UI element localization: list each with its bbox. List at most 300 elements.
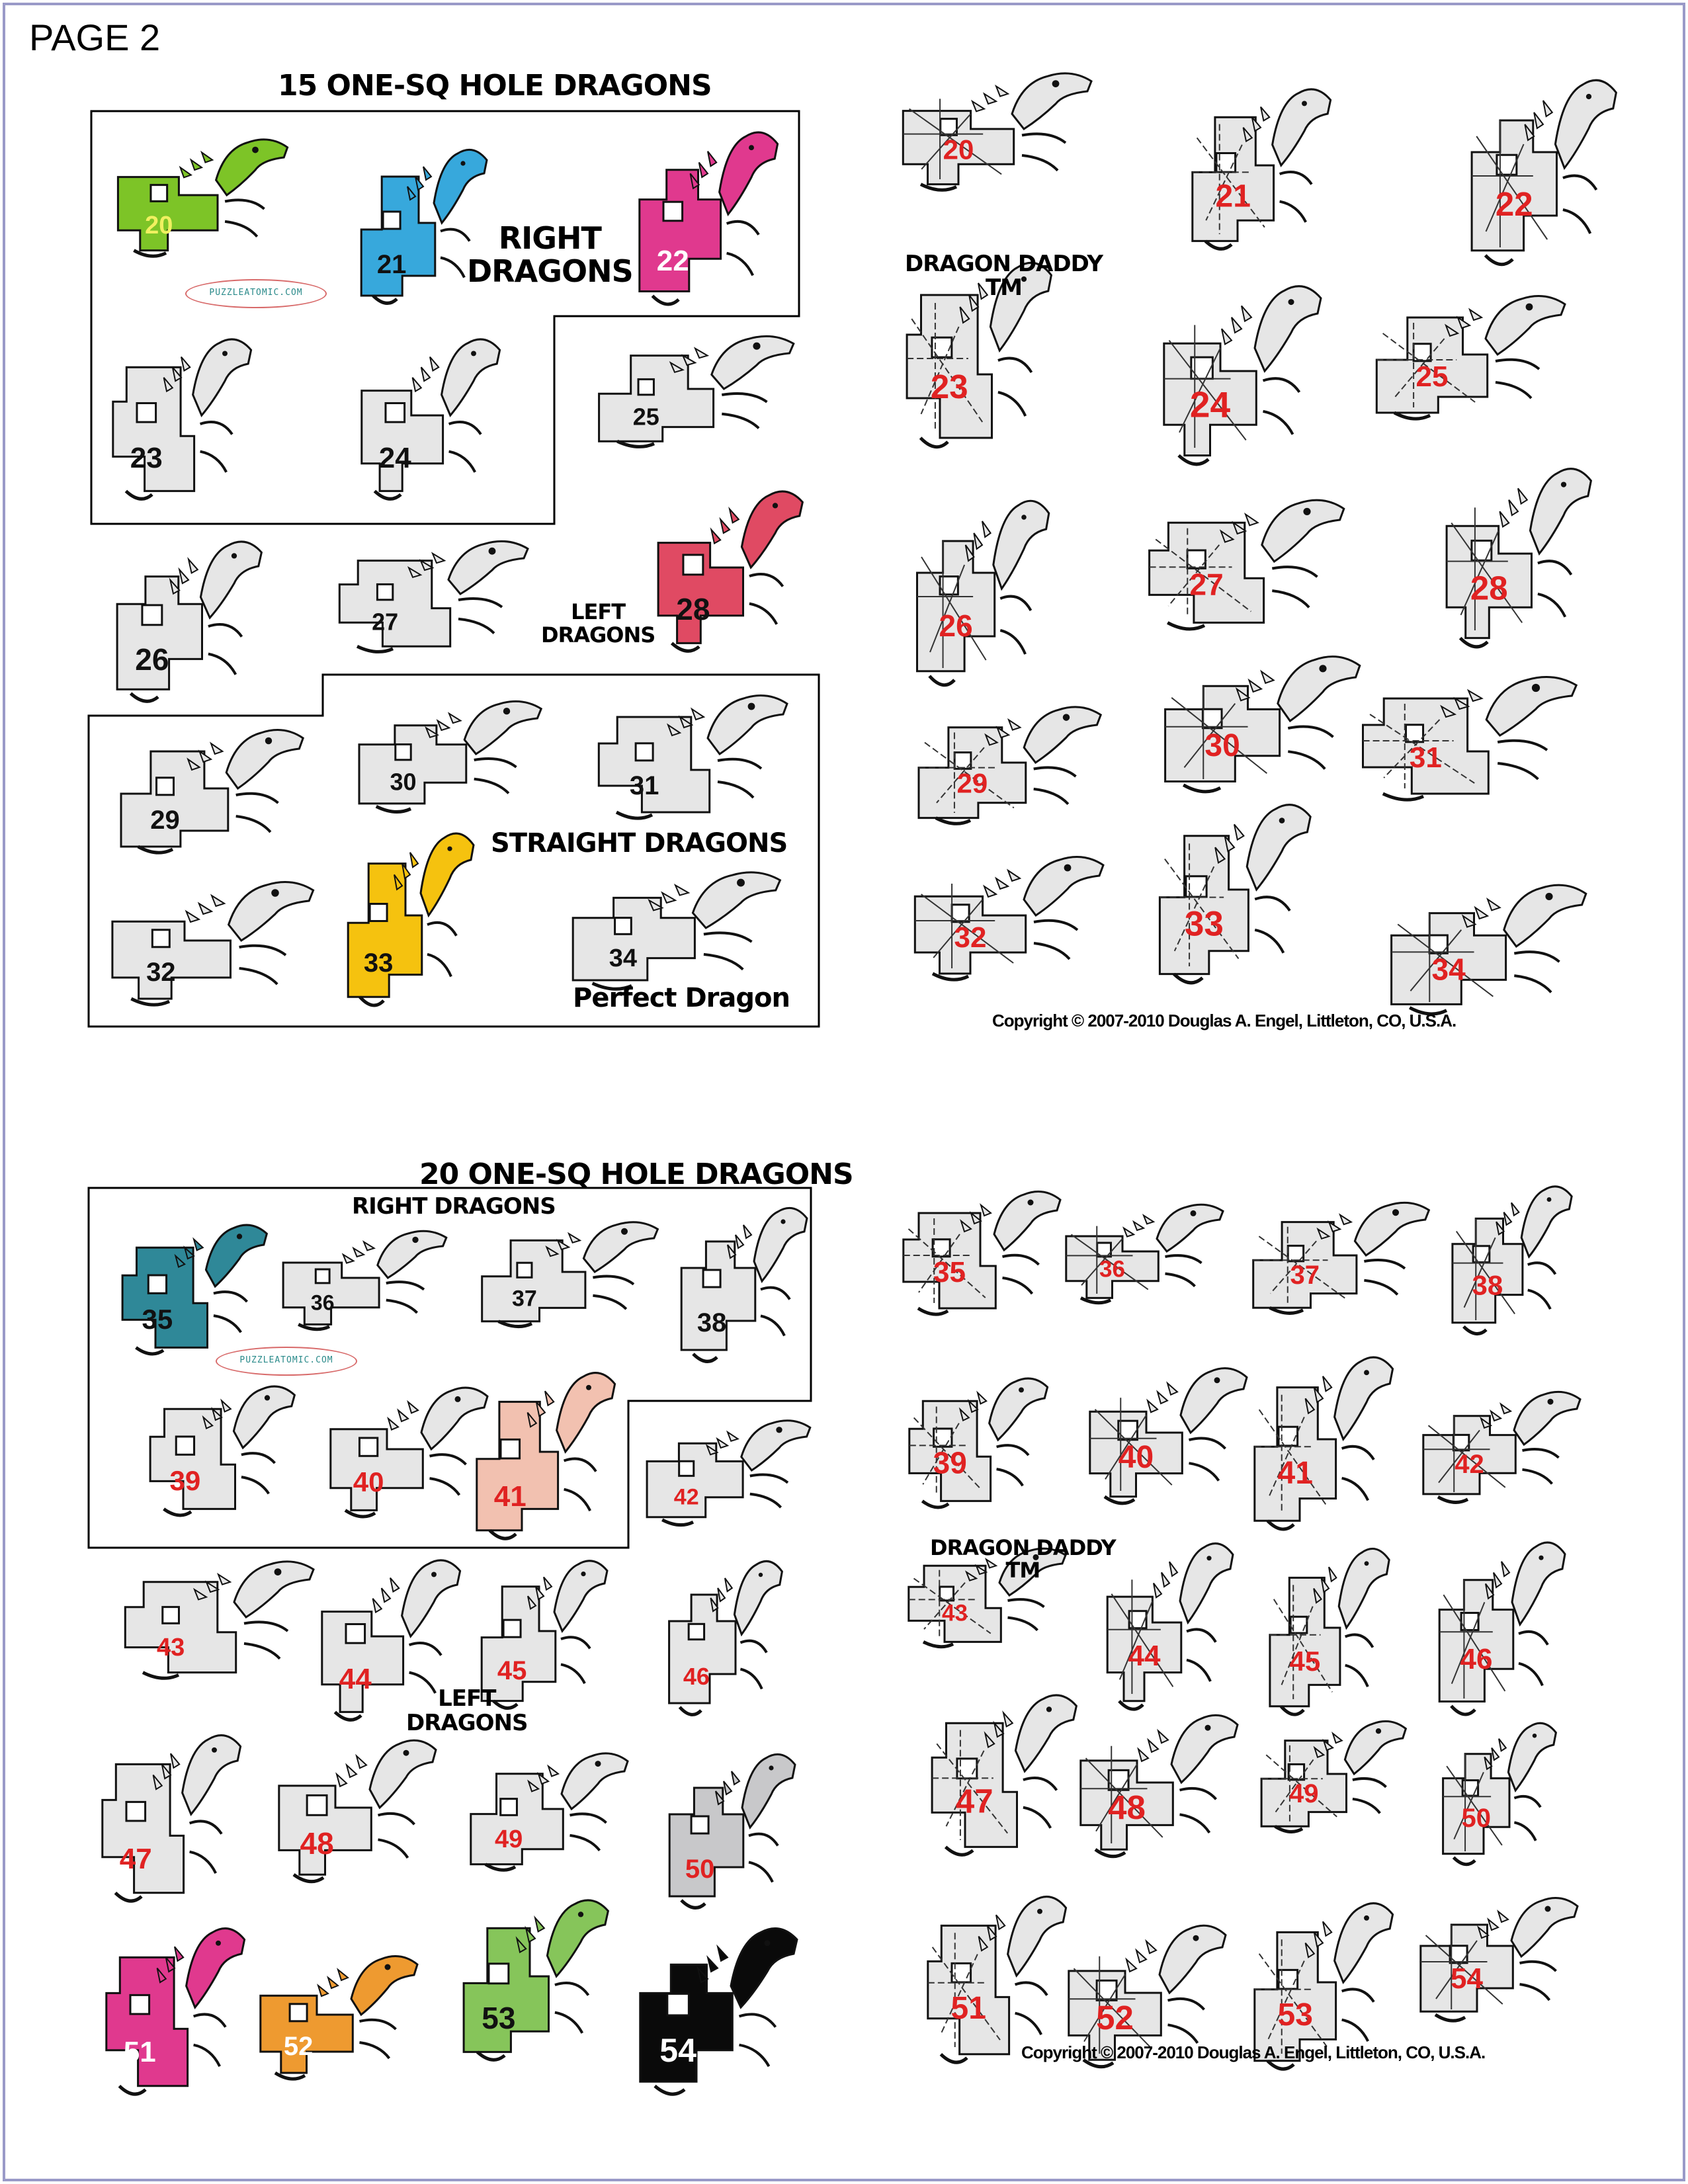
dragon-number: 41 [493, 1480, 527, 1513]
dragon-number: 51 [123, 2036, 156, 2069]
dragon-leg [1022, 155, 1058, 171]
puzzle-dragon [471, 1753, 628, 1870]
solution-dragon [1107, 1544, 1233, 1710]
solution-number: 35 [933, 1256, 966, 1288]
dragon-head [1345, 1721, 1406, 1774]
dragon-head [229, 882, 314, 941]
dragon-head [742, 1754, 795, 1827]
dragon-head [712, 336, 794, 389]
square-hole [667, 1994, 689, 2015]
dragon-head [226, 730, 303, 789]
dragon-tail [929, 676, 954, 685]
dragon-eye [431, 1572, 437, 1577]
dragon-number: 24 [378, 442, 411, 475]
dragon-leg [1364, 1260, 1405, 1269]
dragon-leg [564, 1458, 596, 1471]
dragon-leg [1189, 1438, 1226, 1449]
dragon-spike [1488, 1919, 1498, 1930]
dragon-tail [119, 2086, 146, 2094]
dragon-leg [1342, 1989, 1374, 2001]
dragon-spike [1498, 1911, 1508, 1922]
solution-dragon [1066, 1204, 1223, 1303]
square-hole [663, 202, 683, 221]
dragon-head [720, 132, 778, 214]
dragon-leg [1187, 1629, 1216, 1642]
dragon-spike [730, 509, 739, 523]
dragon-leg [1168, 2025, 1198, 2043]
dragon-spike [675, 885, 689, 895]
dragon-eye [237, 1234, 242, 1239]
square-hole [346, 1624, 365, 1644]
dragon-spike [1148, 1401, 1158, 1413]
solution-number: 47 [955, 1782, 993, 1820]
dragon-head [464, 701, 541, 754]
solution-dragon [919, 707, 1101, 823]
dragon-head [693, 872, 780, 928]
dragon-leg [244, 1644, 280, 1659]
dragon-eye [1063, 714, 1070, 720]
dragon-leg [200, 422, 232, 435]
dragon-spike [388, 1419, 398, 1430]
dragon-number: 27 [372, 608, 399, 636]
dragon-head [1255, 286, 1321, 371]
dragon-tail [374, 491, 401, 499]
dragon-spike [1470, 310, 1482, 320]
dragon-eye [748, 703, 755, 710]
dragon-number: 49 [494, 1825, 523, 1853]
dragon-spike [357, 1756, 366, 1768]
solution-dragon [1090, 1368, 1247, 1503]
dragon-tail [131, 693, 158, 701]
dragon-spike [338, 1970, 348, 1980]
dragon-head [1335, 1357, 1393, 1439]
dragon-number: 25 [632, 403, 659, 431]
dragon-head [734, 1561, 782, 1634]
dragon-spike [1475, 907, 1488, 919]
dragon-head [193, 339, 251, 415]
dragon-head [1508, 1723, 1556, 1790]
dragon-eye [1319, 665, 1326, 672]
puzzle-dragon [331, 1388, 487, 1517]
square-hole [176, 1437, 194, 1454]
dragon-spike [449, 714, 460, 723]
dragon-leg [1520, 1962, 1556, 1971]
solution-dragon [1453, 1187, 1572, 1334]
bottom-dragon-daddy-label: DRAGON DADDY TM [930, 1534, 1116, 1583]
solution-dragon [909, 1378, 1048, 1507]
dragon-spike [978, 1393, 986, 1404]
dragon-spike [1003, 1713, 1013, 1727]
dragon-spike [175, 1947, 183, 1961]
dragon-spike [1491, 1411, 1501, 1421]
solution-dragon [903, 73, 1091, 190]
dragon-number: 26 [135, 642, 169, 677]
dragon-spike [343, 1255, 354, 1263]
dragon-leg [593, 1277, 634, 1284]
solution-dragon [1255, 1357, 1393, 1529]
dragon-leg [749, 1863, 773, 1882]
dragon-leg [1528, 1263, 1556, 1274]
dragon-eye [1586, 94, 1591, 99]
dragon-eye [586, 1385, 591, 1390]
solution-number: 29 [956, 767, 988, 799]
dragon-body [907, 295, 992, 438]
dragon-spike [1234, 824, 1244, 839]
dragon-leg [740, 1641, 767, 1653]
dragon-eye [252, 147, 259, 153]
dragon-eye [460, 161, 465, 165]
solution-dragon [1253, 1202, 1429, 1313]
dragon-head [1530, 469, 1591, 554]
square-hole [703, 1270, 720, 1287]
square-hole [383, 212, 400, 229]
solution-number: 36 [1099, 1256, 1125, 1282]
dragon-leg [1180, 1814, 1210, 1833]
puzzle-dragon [121, 730, 303, 853]
dragon-eye [1288, 299, 1294, 305]
dragon-tail [373, 296, 397, 303]
solution-dragon [1270, 1549, 1389, 1715]
solution-number: 34 [1431, 952, 1466, 987]
dragon-leg [1528, 1290, 1550, 1309]
dragon-spike [711, 530, 720, 544]
solution-number: 54 [1451, 1962, 1483, 1995]
dragon-leg [1563, 176, 1597, 190]
solution-number: 42 [1455, 1450, 1484, 1480]
bottom-right-dragons-label: RIGHT DRAGONS [352, 1193, 556, 1220]
dragon-number: 40 [353, 1466, 384, 1497]
dragon-spike [695, 349, 708, 358]
dragon-spike [708, 1957, 718, 1972]
dragon-leg [1015, 2013, 1042, 2035]
dragon-number: 50 [685, 1855, 715, 1884]
dragon-spike [328, 1978, 338, 1988]
dragon-leg [761, 1316, 784, 1336]
dragon-spike [1136, 1951, 1146, 1962]
dragon-eye [581, 1572, 585, 1576]
square-hole [163, 1607, 179, 1624]
dragon-leg [1519, 1663, 1542, 1686]
dragon-leg [1514, 952, 1559, 962]
dragon-leg [208, 654, 235, 675]
dragon-eye [1019, 1387, 1024, 1392]
dragon-spike [1169, 1562, 1177, 1576]
dragon-eye [1214, 1377, 1220, 1383]
dragon-head [402, 1560, 460, 1636]
dragon-leg [1165, 1274, 1195, 1286]
dragon-head [1514, 1392, 1580, 1445]
dragon-eye [1533, 1734, 1537, 1738]
dragon-spike [974, 533, 982, 549]
dragon-leg [1288, 751, 1325, 769]
dragon-spike [179, 569, 189, 583]
dragon-eye [503, 708, 510, 714]
dragon-spike [720, 519, 730, 533]
dragon-spike [1134, 1222, 1144, 1230]
dragon-leg [1023, 1778, 1057, 1790]
dragon-leg [1353, 1779, 1386, 1787]
dragon-leg [1263, 378, 1300, 392]
dragon-spike [972, 101, 984, 111]
solution-dragon [917, 501, 1049, 685]
dragon-leg [236, 816, 271, 832]
top-dragon-daddy-label: DRAGON DADDY TM [905, 250, 1103, 302]
square-hole [683, 555, 703, 575]
dragon-spike [1501, 1404, 1511, 1413]
dragon-spike [1340, 1215, 1351, 1224]
dragon-leg [1263, 411, 1293, 435]
dragon-leg [427, 923, 456, 936]
dragon-spike [1158, 1731, 1168, 1743]
dragon-spike [544, 1577, 552, 1589]
dragon-leg [1280, 172, 1312, 185]
puzzle-dragon [113, 339, 251, 499]
dragon-head [990, 1378, 1048, 1440]
dragon-leg [561, 1664, 585, 1683]
dragon-spike [1499, 511, 1509, 526]
dragon-leg [570, 1835, 600, 1851]
solution-number: 23 [930, 368, 968, 405]
dragon-spike [438, 721, 449, 730]
dragon-head [741, 491, 802, 567]
dragon-leg [1498, 763, 1538, 779]
solution-number: 37 [1290, 1261, 1320, 1290]
dragon-number: 48 [300, 1826, 334, 1861]
dragon-tail [360, 997, 384, 1005]
dragon-spike [398, 1410, 408, 1421]
puzzle-dragon [359, 701, 541, 812]
dragon-leg [750, 1494, 781, 1507]
dragon-spike [318, 1986, 328, 1996]
dragon-tail [1454, 1857, 1475, 1865]
dragon-spike [569, 1234, 580, 1243]
dragon-spike [1148, 1740, 1158, 1752]
dragon-spike [1242, 306, 1251, 321]
dragon-head [708, 696, 787, 755]
square-hole [386, 403, 405, 423]
puzzle-dragon [106, 1929, 245, 2095]
dragon-eye [753, 343, 760, 350]
dragon-head [200, 542, 261, 618]
dragon-leg [1514, 1822, 1535, 1841]
top-right-dragons-label: RIGHT DRAGONS [467, 220, 633, 289]
dragon-leg [208, 624, 242, 637]
dragon-tail [1105, 1497, 1134, 1503]
dragon-head [1555, 80, 1616, 168]
dragon-eye [1547, 1197, 1552, 1202]
dragon-number: 36 [310, 1290, 335, 1315]
dragon-head [1512, 1542, 1565, 1624]
dragon-spike [1009, 720, 1020, 730]
dragon-tail [680, 1707, 701, 1714]
solution-dragon [1165, 657, 1360, 792]
dragon-eye [1539, 1556, 1543, 1560]
dragon-spike [1492, 1748, 1499, 1760]
square-hole [142, 605, 162, 625]
dragon-number: 44 [339, 1663, 372, 1696]
top-section-title: 15 ONE-SQ HOLE DRAGONS [278, 69, 712, 103]
solution-number: 22 [1495, 185, 1533, 223]
dragon-spike [199, 903, 212, 914]
dragon-head [1504, 885, 1586, 946]
dragon-number: 28 [676, 592, 710, 627]
dragon-leg [241, 1453, 275, 1463]
dragon-head [421, 833, 474, 915]
dragon-spike [984, 94, 996, 104]
dragon-number: 29 [150, 805, 180, 835]
dragon-leg [1520, 1984, 1550, 2000]
dragon-head [554, 1561, 607, 1631]
square-hole [290, 2004, 307, 2021]
square-hole [126, 1802, 146, 1821]
dragon-spike [984, 886, 996, 897]
solution-dragon [904, 1192, 1060, 1315]
dragon-spike [390, 1578, 399, 1592]
solution-dragon [932, 1695, 1076, 1855]
dragon-head [741, 1421, 810, 1470]
dragon-leg [225, 200, 264, 209]
dragon-tail [681, 1900, 705, 1908]
puzzle-dragon [279, 1740, 436, 1881]
dragon-spike [1504, 1212, 1511, 1225]
dragon-spike [1261, 107, 1269, 121]
solution-number: 51 [950, 1990, 986, 2026]
dragon-tail [115, 1893, 142, 1901]
dragon-head [994, 1192, 1060, 1251]
square-hole [615, 918, 632, 935]
dragon-number: 32 [146, 957, 176, 987]
dragon-tail [1486, 255, 1513, 265]
dragon-tail [1451, 1706, 1475, 1714]
dragon-spike [1494, 1573, 1501, 1587]
dragon-eye [265, 737, 272, 744]
dragon-head [1012, 73, 1091, 129]
dragon-spike [189, 560, 198, 573]
dragon-spike [1261, 671, 1274, 683]
dragon-leg [1015, 1982, 1047, 1995]
dragon-head [1273, 89, 1331, 165]
dragon-leg [564, 1490, 591, 1511]
dragon-spike [1501, 1562, 1509, 1576]
straight-dragons-label: STRAIGHT DRAGONS [491, 828, 788, 859]
puzzle-dragon [348, 833, 474, 1005]
dragon-eye [737, 879, 745, 887]
dragon-leg [1168, 1999, 1204, 2009]
solution-number: 21 [1215, 179, 1251, 214]
dragon-tail [672, 643, 699, 651]
dragon-leg [194, 2045, 220, 2066]
dragon-leg [236, 794, 278, 803]
dragon-tail [1179, 456, 1208, 464]
dragon-leg [458, 599, 502, 607]
dragon-leg [1272, 567, 1317, 577]
dragon-spike [692, 709, 704, 720]
square-hole [1288, 1764, 1304, 1779]
dragon-leg [458, 619, 494, 634]
dragon-leg [593, 1296, 626, 1309]
dragon-spike [382, 1588, 390, 1602]
dragon-head [1262, 500, 1344, 562]
dragon-head [233, 1386, 294, 1448]
dragon-spike [1126, 1959, 1136, 1971]
dragon-head [1511, 1898, 1578, 1957]
dragon-number: 46 [683, 1663, 710, 1690]
square-hole [151, 185, 167, 202]
puzzle-dragon [669, 1754, 795, 1908]
dragon-leg [740, 1669, 761, 1689]
dragon-leg [718, 782, 753, 798]
dragon-leg [1255, 897, 1290, 911]
dragon-spike [191, 160, 202, 170]
dragon-number: 42 [673, 1484, 699, 1510]
solution-dragon [1261, 1721, 1406, 1831]
solution-number: 28 [1470, 569, 1508, 607]
dragon-head [1339, 1549, 1389, 1628]
dragon-leg [1288, 726, 1333, 737]
dragon-tail [1438, 1497, 1468, 1502]
dragon-number: 21 [376, 250, 407, 279]
dragon-leg [1034, 943, 1070, 959]
dragon-head [351, 1956, 417, 2015]
dragon-head [183, 1736, 241, 1814]
dragon-leg [1008, 1599, 1044, 1607]
dragon-number: 34 [609, 944, 638, 972]
dragon-leg [750, 1475, 788, 1483]
dragon-tail [1464, 1327, 1486, 1334]
dragon-eye [1392, 1209, 1399, 1216]
dragon-spike [1499, 1739, 1506, 1751]
puzzle-dragon [150, 1386, 294, 1515]
puzzle-dragon [681, 1208, 807, 1361]
dragon-spike [548, 1766, 558, 1776]
bottom-copyright: Copyright © 2007-2010 Douglas A. Engel, Littleton, CO, U.S.A. [1021, 2042, 1486, 2062]
square-hole [691, 1816, 708, 1833]
dragon-leg [200, 452, 227, 472]
dragon-number: 35 [142, 1303, 173, 1335]
dragon-eye [222, 351, 228, 356]
dragon-eye [1302, 101, 1307, 106]
dragon-spike [373, 1599, 382, 1613]
solution-dragon [1376, 296, 1565, 419]
dragon-spike [996, 878, 1008, 889]
dragon-spike [212, 896, 224, 906]
dragon-leg [1523, 1449, 1559, 1458]
dragon-eye [1064, 864, 1072, 872]
dragon-eye [271, 889, 279, 897]
dragon-leg [1180, 1788, 1216, 1799]
dragon-head [1486, 677, 1576, 736]
dragon-leg [1364, 1281, 1397, 1295]
dragon-head [1008, 1897, 1066, 1976]
dragon-spike [202, 152, 212, 162]
dragon-spike [982, 521, 991, 537]
dragon-eye [1193, 1935, 1199, 1941]
dragon-head [1486, 296, 1565, 355]
perfect-dragon-label: Perfect Dragon [573, 983, 790, 1013]
dragon-leg [998, 392, 1025, 416]
dragon-spike [996, 86, 1008, 96]
dragon-leg [998, 358, 1032, 372]
square-hole [489, 1964, 509, 1984]
dragon-spike [181, 357, 190, 371]
dragon-leg [555, 2013, 582, 2033]
dragon-tail [1183, 785, 1220, 792]
square-hole [359, 1438, 377, 1456]
dragon-eye [489, 548, 496, 555]
dragon-spike [1518, 488, 1527, 503]
dragon-number: 31 [629, 771, 659, 800]
dragon-leg [1519, 1632, 1548, 1645]
